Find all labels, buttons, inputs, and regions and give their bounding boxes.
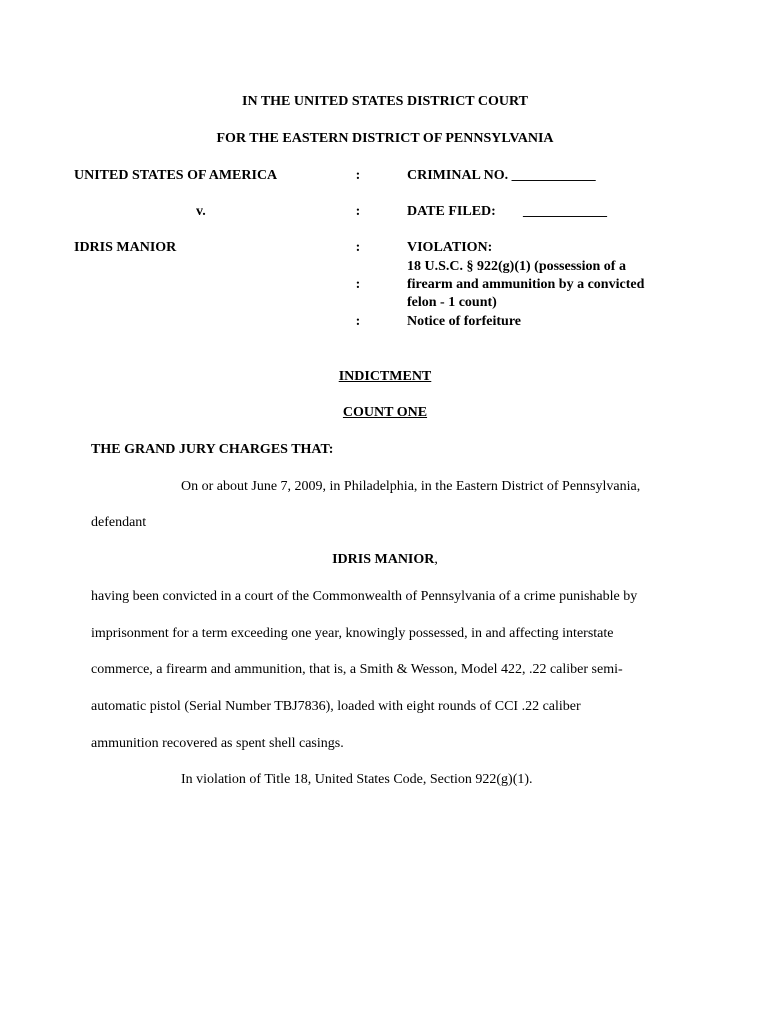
violation-line: 18 U.S.C. § 922(g)(1) (possession of a xyxy=(407,259,626,274)
defendant-comma: , xyxy=(434,552,438,567)
violation-line: firearm and ammunition by a convicted xyxy=(407,277,645,292)
paragraph-line: automatic pistol (Serial Number TBJ7836), loaded with eight rounds of CCI .22 caliber xyxy=(91,699,581,714)
paragraph-line: On or about June 7, 2009, in Philadelphia, in the Eastern District of Pennsylvania, xyxy=(181,479,641,494)
paragraph-line: imprisonment for a term exceeding one year, knowingly possessed, in and affecting interstate xyxy=(91,626,614,641)
court-name: IN THE UNITED STATES DISTRICT COURT xyxy=(242,94,528,109)
paragraph-line: defendant xyxy=(91,515,147,530)
plaintiff-name: UNITED STATES OF AMERICA xyxy=(74,168,278,183)
caption-colon: : xyxy=(355,314,361,329)
defendant-name-body: IDRIS MANIOR xyxy=(332,552,435,567)
paragraph-line: ammunition recovered as spent shell casings. xyxy=(91,736,344,751)
date-filed-label: DATE FILED: xyxy=(407,204,496,219)
versus-label: v. xyxy=(196,204,206,219)
paragraph-line: having been convicted in a court of the Commonwealth of Pennsylvania of a crime punishable by xyxy=(91,589,638,604)
caption-colon: : xyxy=(355,240,361,255)
defendant-name: IDRIS MANIOR xyxy=(74,240,177,255)
indictment-heading: INDICTMENT xyxy=(338,369,432,384)
caption-colon: : xyxy=(355,204,361,219)
count-one-heading: COUNT ONE xyxy=(342,405,428,420)
forfeiture-notice: Notice of forfeiture xyxy=(407,314,522,329)
violation-line: felon - 1 count) xyxy=(407,295,497,310)
violation-label: VIOLATION: xyxy=(407,240,493,255)
paragraph-line: commerce, a firearm and ammunition, that is, a Smith & Wesson, Model 422, .22 caliber semi- xyxy=(91,662,623,677)
caption-colon: : xyxy=(355,168,361,183)
violation-statement: In violation of Title 18, United States Code, Section 922(g)(1). xyxy=(181,772,533,787)
date-filed-blank: ____________ xyxy=(523,204,607,219)
grand-jury-charges: THE GRAND JURY CHARGES THAT: xyxy=(91,442,334,457)
caption-colon: : xyxy=(355,277,361,292)
criminal-number: CRIMINAL NO. ____________ xyxy=(407,168,596,183)
district-name: FOR THE EASTERN DISTRICT OF PENNSYLVANIA xyxy=(216,131,554,146)
defendant-line xyxy=(0,552,770,568)
